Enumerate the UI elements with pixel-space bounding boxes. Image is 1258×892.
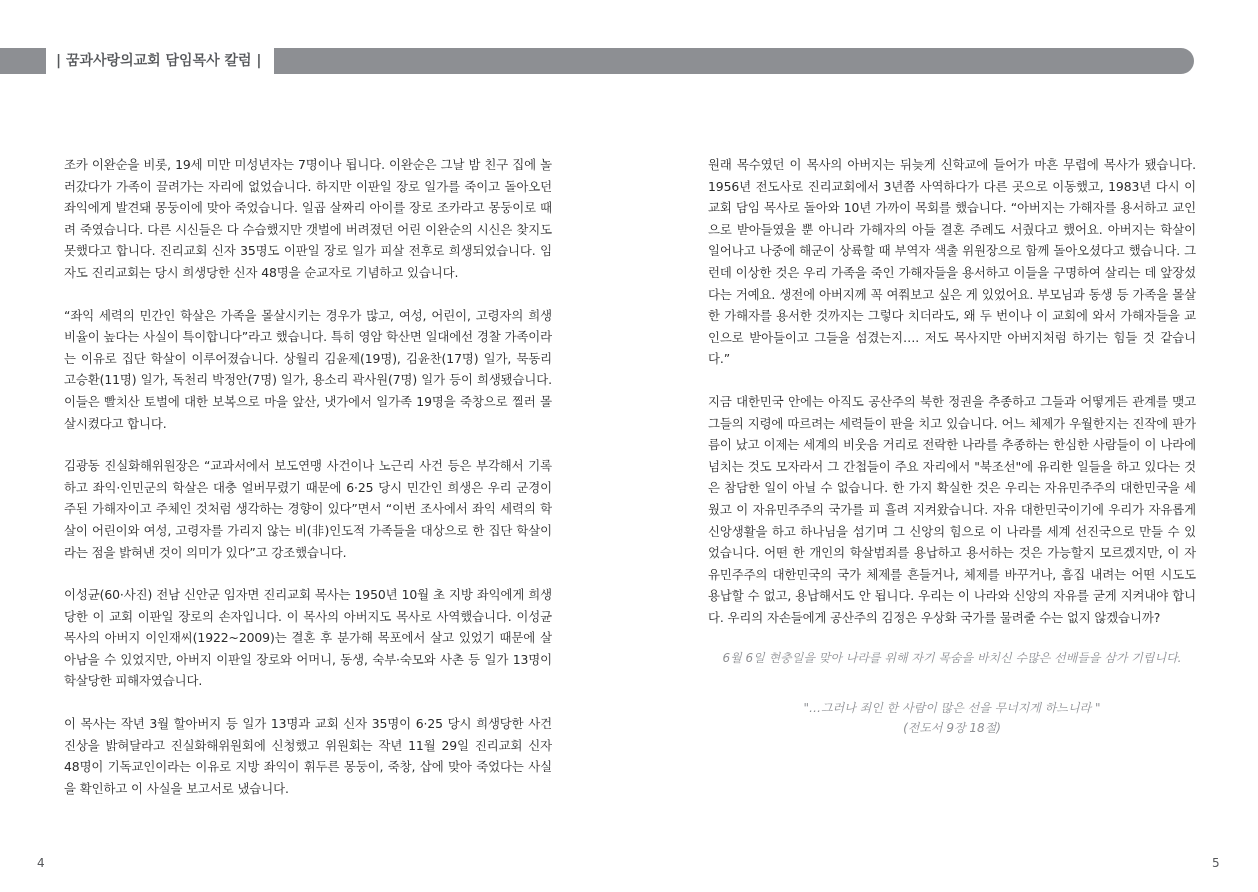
bible-quote: "…그러나 죄인 한 사람이 많은 선을 무너지게 하느니라 " <box>803 701 1101 716</box>
left-column <box>64 154 552 820</box>
paragraph: 지금 대한민국 안에는 아직도 공산주의 북한 정권을 추종하고 그들과 어떻게든 관계를 맺고 그들의 지령에 따르려는 세력들이 판을 치고 있습니다. 어느 체제가 우월한지는 진작에 판가름이 났고 이제는 세계의 비웃음 거리로 전락한 나라를 추종하는 한심한 사람들이 이 나라에 넘치는 것도 모자라서 그 간첩들이 주요 자리에서 "북조선"에 유리한 일들을 하고 있다는 것은 참담한 일이 아닐 수 없습니다. 한 가지 확실한 것은 우리는 자유민주주의 대한민국을 세웠고 이 자유민주주의 국가를 피 흘려 지켜왔습니다. 자유 대한민국이기에 우리가 자유롭게 신앙생활을 하고 하나님을 섬기며 그 신앙의 힘으로 이 나라를 세계 선진국으로 만들 수 있었습니다. 어떤 한 개인의 학살범죄를 용납하고 용서하는 것은 가능할지 모르겠지만, 이 자유민주주의 대한민국의 국가 체제를 흔들거나, 체제를 바꾸거나, 흠집 내려는 어떤 시도도 용납할 수 없고, 용납해서도 안 됩니다. 우리는 이 나라와 신앙의 자유를 굳게 지켜내야 합니다. 우리의 자손들에게 공산주의 김정은 우상화 국가를 물려줄 수는 없지 않겠습니까? <box>708 393 1196 625</box>
paragraph: 김광동 진실화해위원장은 “교과서에서 보도연맹 사건이나 노근리 사건 등은 부각해서 기록하고 좌익·인민군의 학살은 대충 얼버무렸기 때문에 6·25 당시 민간인 희생은 우리 군경이 주된 가해자이고 주체인 것처럼 생각하는 경향이 있다”면서 “이번 조사에서 좌익 세력의 학살이 어린이와 여성, 고령자를 가리지 않는 비(非)인도적 가족들을 대상으로 한 집단 학살이라는 점을 밝혀낸 것이 의미가 있다”고 강조했습니다. <box>64 458 552 560</box>
column-title: | 꿈과사랑의교회 담임목사 칼럼 | <box>46 48 274 74</box>
paragraph: 원래 목수였던 이 목사의 아버지는 뒤늦게 신학교에 들어가 마흔 무렵에 목사가 됐습니다. 1956년 전도사로 진리교회에서 3년쯤 사역하다가 다른 곳으로 이동했고, 1983년 다시 이 교회 담임 목사로 돌아와 10년 가까이 목회를 했습니다. “아버지는 가해자를 용서하고 교인으로 받아들였을 뿐 아니라 가해자의 아들 결혼 주례도 서줬다고 했어요. 아버지는 학살이 일어나고 나중에 해군이 상륙할 때 부역자 색출 위원장으로 함께 돌아오셨다고 했습니다. 그런데 이상한 것은 우리 가족을 죽인 가해자들을 용서하고 이들을 구명하여 살리는 데 앞장섰다는 거예요. 생전에 아버지께 꼭 여쭤보고 싶은 게 있었어요. 부모님과 동생 등 가족을 몰살한 가해자를 용서한 것까지는 그렇다 치더라도, 왜 두 번이나 이 교회에 와서 가해자들을 교인으로 받아들이고 그들을 섬겼는지…. 저도 목사지만 아버지처럼 하기는 힘들 것 같습니다.” <box>708 157 1196 367</box>
paragraph: 이 목사는 작년 3월 할아버지 등 일가 13명과 교회 신자 35명이 6·25 당시 희생당한 사건 진상을 밝혀달라고 진실화해위원회에 신청했고 위원회는 작년 11월 29일 진리교회 신자 48명이 기독교인이라는 이유로 지방 좌익이 휘두른 몽둥이, 죽창, 삽에 맞아 죽었다는 사실을 확인하고 이 사실을 보고서로 냈습니다. <box>64 716 552 796</box>
page-number-left: 4 <box>37 856 45 870</box>
paragraph: “좌익 세력의 민간인 학살은 가족을 몰살시키는 경우가 많고, 여성, 어린이, 고령자의 희생 비율이 높다는 사실이 특이합니다”라고 했습니다. 특히 영암 학산면 일대에선 경찰 가족이라는 이유로 집단 학살이 이루어졌습니다. 상월리 김윤제(19명), 김윤찬(17명) 일가, 묵동리 고승환(11명) 일가, 독천리 박정안(7명) 일가, 용소리 곽사원(7명) 일가 등이 희생됐습니다. 이들은 빨치산 토벌에 대한 보복으로 마을 앞산, 냇가에서 일가족 19명을 죽창으로 찔러 몰살시켰다고 합니다. <box>64 307 552 431</box>
paragraph: 조카 이완순을 비롯, 19세 미만 미성년자는 7명이나 됩니다. 이완순은 그날 밤 친구 집에 놀러갔다가 가족이 끌려가는 자리에 없었습니다. 하지만 이판일 장로 일가를 죽이고 돌아오던 좌익에게 발견돼 몽둥이에 맞아 죽었습니다. 일곱 살짜리 아이를 장로 조카라고 몽둥이로 때려 죽였습니다. 다른 시신들은 다 수습했지만 갯벌에 버려졌던 어린 이완순의 시신은 찾지도 못했다고 합니다. 진리교회 신자 35명도 이판일 장로 일가 피살 전후로 희생되었습니다. 임자도 진리교회는 당시 희생당한 신자 48명을 순교자로 기념하고 있습니다. <box>64 157 552 280</box>
page-number-right: 5 <box>1212 856 1220 870</box>
closing-line: 6월 6일 현충일을 맞아 나라를 위해 자기 목숨을 바치신 수많은 선배들을 삼가 기립니다. <box>722 651 1182 666</box>
bible-quote-source: (전도서 9장 18절) <box>903 721 1001 736</box>
right-column <box>708 154 1196 738</box>
paragraph: 이성균(60·사진) 전남 신안군 임자면 진리교회 목사는 1950년 10월 초 지방 좌익에게 희생당한 이 교회 이판일 장로의 손자입니다. 이 목사의 아버지도 목사로 사역했습니다. 이성균 목사의 아버지 이인재씨(1922~2009)는 결혼 후 분가해 목포에서 살고 있었기 때문에 살아남을 수 있었지만, 아버지 이판일 장로와 어머니, 동생, 숙부·숙모와 사촌 등 일가 13명이 학살당한 피해자였습니다. <box>64 587 552 689</box>
